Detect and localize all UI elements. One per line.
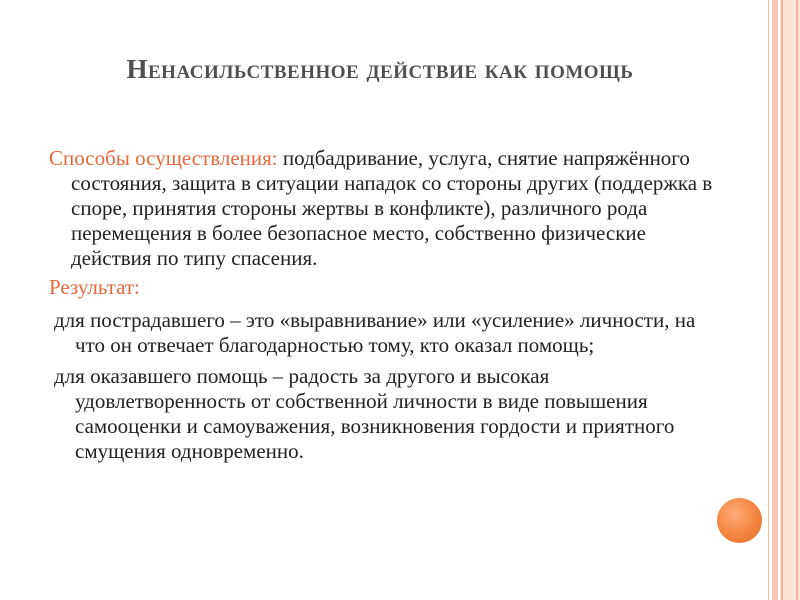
result-label: Результат: [49, 275, 140, 299]
decorative-stripe [768, 0, 769, 600]
result-helper-item: для оказавшего помощь – радость за другого и высокая удовлетворенность от собственной личности в виде повышения самооценки и самоуважения, возникновения гордости и приятного смущения одновременно. [54, 364, 675, 463]
methods-text: подбадривание, услуга, снятие напряжённого состояния, защита в ситуации нападок со стороны других (поддержка в споре, принятия стороны жертвы в конфликте), различного рода перемещения в более безопасное место, собственно физические действия по типу спасения. [71, 146, 713, 270]
decorative-stripe [796, 0, 798, 600]
slide-content [49, 146, 719, 464]
decorative-stripe [772, 0, 778, 600]
slide-title: Ненасильственное действие как помощь [126, 54, 634, 84]
methods-paragraph [49, 146, 719, 271]
orange-circle-decoration [717, 498, 762, 543]
methods-label: Способы осуществления: [49, 146, 278, 170]
result-victim-item: для пострадавшего – это «выравнивание» или «усиление» личности, на что он отвечает благодарностью тому, кто оказал помощь; [54, 308, 696, 357]
decorative-stripe [781, 0, 783, 600]
